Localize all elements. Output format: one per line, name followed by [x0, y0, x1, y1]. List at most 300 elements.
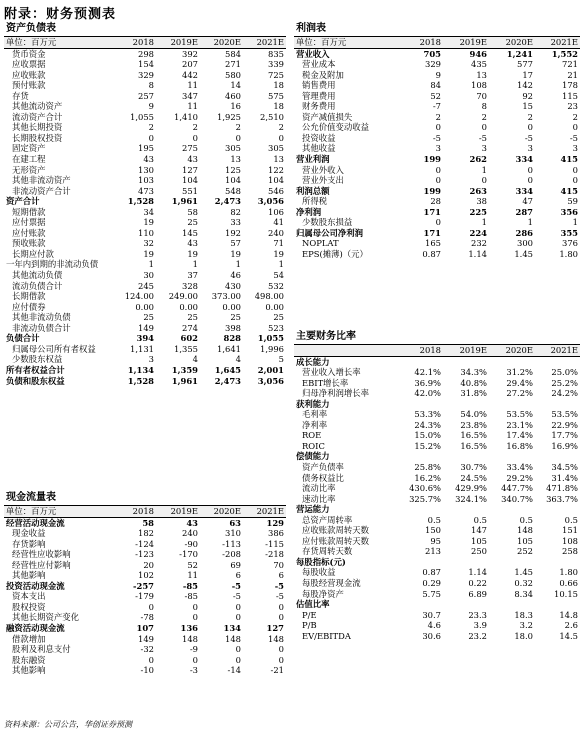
table-row — [4, 655, 286, 666]
cell-value — [489, 356, 535, 367]
cell-value: 523 — [268, 322, 284, 333]
cell-value: 31.4% — [551, 472, 578, 483]
table-row — [4, 302, 286, 313]
column-header: 2020E — [213, 506, 241, 516]
row-label: 每股净资产 — [302, 588, 344, 599]
table-row — [294, 196, 580, 207]
row-label: 成长能力 — [296, 356, 330, 367]
row-label: 资产合计 — [6, 196, 40, 207]
cell-value: 415 — [560, 154, 578, 165]
row-label: 营业收入 — [296, 48, 330, 59]
ratios-panel — [294, 330, 580, 641]
cell-value: 575 — [268, 90, 284, 101]
table-row — [294, 91, 580, 102]
cell-value: 602 — [180, 333, 198, 344]
cell-value: 31.8% — [460, 388, 487, 399]
table-row — [4, 634, 286, 645]
row-label: 经营性应收影响 — [12, 549, 71, 560]
cell-value: 551 — [182, 185, 198, 196]
table-row — [4, 143, 286, 154]
cell-value: 13 — [476, 69, 487, 80]
cell-value: 3 — [527, 143, 533, 154]
cell-value: -218 — [265, 549, 284, 560]
cell-value: 5.75 — [422, 588, 441, 599]
row-label: 存货周转天数 — [302, 546, 353, 557]
cell-value: 1 — [481, 164, 487, 175]
table-row — [4, 80, 286, 91]
income-title: 利润表 — [294, 22, 580, 37]
cell-value: 171 — [423, 206, 441, 217]
table-row — [294, 525, 580, 536]
cell-value: 110 — [138, 227, 154, 238]
row-label: 营运能力 — [296, 504, 330, 515]
table-row — [4, 644, 286, 655]
cell-value: 23.3 — [468, 609, 487, 620]
cell-value: 19 — [230, 248, 241, 259]
cell-value: 0.5 — [427, 514, 441, 525]
cell-value: 310 — [225, 528, 241, 539]
cell-value: 107 — [136, 623, 154, 634]
cell-value: 471.8% — [546, 483, 578, 494]
row-label: 归属母公司净利润 — [296, 227, 363, 238]
cell-value: 142 — [517, 80, 533, 91]
cell-value — [535, 557, 580, 568]
cell-value: 0 — [192, 601, 198, 612]
table-row — [294, 451, 580, 462]
row-label: ROE — [302, 430, 322, 441]
cell-value: 1 — [572, 217, 578, 228]
cell-value: 2 — [481, 111, 487, 122]
cell-value: 147 — [471, 525, 487, 536]
cell-value: 108 — [562, 535, 578, 546]
cell-value: 0.87 — [422, 567, 441, 578]
cell-value: 339 — [268, 59, 284, 70]
cell-value: 52 — [430, 90, 441, 101]
cell-value: 1,359 — [171, 364, 198, 375]
cell-value: 0 — [527, 164, 533, 175]
table-row — [294, 388, 580, 399]
cell-value: 13 — [273, 154, 284, 165]
table-row — [294, 378, 580, 389]
cell-value: 3 — [481, 143, 487, 154]
cell-value: 134 — [223, 623, 241, 634]
cell-value: 136 — [180, 623, 198, 634]
cell-value: 40.8% — [460, 377, 487, 388]
cell-value: 1,131 — [130, 343, 154, 354]
cell-value: 0 — [192, 654, 198, 665]
table-row — [4, 581, 286, 592]
cell-value: 37 — [187, 270, 198, 281]
table-row — [4, 238, 286, 249]
row-label: 在建工程 — [12, 154, 46, 165]
row-label: 营业利润 — [296, 154, 330, 165]
cell-value: 1.80 — [559, 248, 578, 259]
cell-value: 2 — [148, 122, 154, 133]
cell-value: 532 — [268, 280, 284, 291]
cell-value: 705 — [423, 48, 441, 59]
row-label: 每股经营现金流 — [302, 578, 361, 589]
cell-value: 245 — [138, 280, 154, 291]
row-label: 其他收益 — [302, 143, 336, 154]
cell-value — [398, 504, 443, 515]
cell-value: 429.9% — [455, 483, 487, 494]
cell-value: 1,925 — [217, 111, 241, 122]
cell-value: 0 — [278, 132, 284, 143]
cell-value: 329 — [425, 59, 441, 70]
row-label: 资产负债率 — [302, 462, 344, 473]
cell-value: 95 — [430, 535, 441, 546]
table-row — [294, 483, 580, 494]
cell-value: 0 — [235, 601, 241, 612]
row-label: 营业外支出 — [302, 175, 344, 186]
cell-value — [489, 557, 535, 568]
cell-value: 0 — [192, 612, 198, 623]
table-row — [294, 589, 580, 600]
cell-value: 0.29 — [422, 578, 441, 589]
table-row — [294, 165, 580, 176]
table-row — [4, 70, 286, 81]
cell-value: 127 — [266, 623, 284, 634]
cell-value: 430.6% — [409, 483, 441, 494]
cell-value: 28 — [430, 196, 441, 207]
cell-value: -124 — [135, 538, 154, 549]
cell-value: 305 — [225, 143, 241, 154]
table-header-row — [4, 506, 286, 517]
cell-value: 71 — [273, 238, 284, 249]
cell-value: 69 — [230, 559, 241, 570]
row-label: 财务费用 — [302, 101, 336, 112]
cashflow-title: 现金流量表 — [4, 491, 286, 506]
table-row — [294, 504, 580, 515]
cell-value: -170 — [179, 549, 198, 560]
row-label: 投资收益 — [302, 132, 336, 143]
cell-value: 224 — [469, 227, 487, 238]
row-label: 营业成本 — [302, 59, 336, 70]
table-row — [4, 186, 286, 197]
cell-value: 286 — [515, 227, 533, 238]
cell-value: 148 — [517, 525, 533, 536]
cell-value: 0.00 — [179, 301, 198, 312]
cell-value: 27.2% — [506, 388, 533, 399]
cell-value: 2 — [278, 122, 284, 133]
table-row — [4, 91, 286, 102]
cell-value: -32 — [140, 644, 154, 655]
income-panel — [294, 22, 580, 259]
table-row — [4, 59, 286, 70]
cell-value: 14 — [230, 80, 241, 91]
cell-value: 13 — [230, 154, 241, 165]
cell-value: 1,134 — [127, 364, 154, 375]
table-row — [4, 665, 286, 676]
cell-value: 149 — [138, 633, 154, 644]
table-row — [4, 376, 286, 387]
cell-value: 0 — [527, 122, 533, 133]
cell-value: 2,001 — [257, 364, 284, 375]
cell-value: 0 — [278, 612, 284, 623]
cell-value: 1.45 — [514, 567, 533, 578]
cell-value: 394 — [136, 333, 154, 344]
cell-value: 23.2 — [468, 630, 487, 641]
cell-value: 2,510 — [260, 111, 284, 122]
table-row — [4, 570, 286, 581]
column-header: 2021E — [550, 37, 578, 47]
cell-value: 0 — [572, 122, 578, 133]
cell-value: 25.8% — [414, 462, 441, 473]
cell-value: 8 — [481, 101, 487, 112]
cell-value: -9 — [189, 644, 198, 655]
row-label: 其他影响 — [12, 665, 46, 676]
table-row — [4, 217, 286, 228]
cell-value: 392 — [182, 48, 198, 59]
cell-value: -5 — [524, 132, 533, 143]
cell-value — [443, 504, 489, 515]
cell-value: 355 — [560, 227, 578, 238]
column-header: 2019E — [459, 37, 487, 47]
row-label: 其他影响 — [12, 570, 46, 581]
cell-value: 3 — [148, 354, 154, 365]
cell-value: 5 — [278, 354, 284, 365]
cell-value: 577 — [517, 59, 533, 70]
cell-value: 4 — [192, 354, 198, 365]
row-label: 非流动资产合计 — [12, 185, 71, 196]
cell-value: 1,355 — [174, 343, 198, 354]
row-label: 流动比率 — [302, 483, 336, 494]
row-label: 其他非流动资产 — [12, 175, 71, 186]
cell-value: 38 — [476, 196, 487, 207]
cell-value: 356 — [560, 206, 578, 217]
column-header: 2020E — [505, 345, 533, 355]
cell-value: 1.14 — [468, 248, 487, 259]
cell-value: -7 — [432, 101, 441, 112]
table-row — [294, 430, 580, 441]
cell-value: 0 — [235, 654, 241, 665]
row-label: 其他流动负债 — [12, 270, 63, 281]
cell-value: 19 — [273, 248, 284, 259]
cell-value: 92 — [522, 90, 533, 101]
table-row — [294, 249, 580, 260]
cell-value: 1,552 — [551, 48, 578, 59]
table-row — [294, 515, 580, 526]
cell-value: 24.5% — [460, 472, 487, 483]
cell-value: 192 — [225, 227, 241, 238]
cell-value: 2 — [192, 122, 198, 133]
row-label: NOPLAT — [302, 238, 339, 249]
row-label: 应付账款 — [12, 227, 46, 238]
row-label: 其他流动资产 — [12, 101, 63, 112]
cell-value: 15.2% — [414, 440, 441, 451]
cell-value: 22.9% — [551, 419, 578, 430]
cell-value: 329 — [138, 69, 154, 80]
cell-value: 33 — [230, 217, 241, 228]
column-header: 2018 — [132, 37, 154, 47]
cell-value: 207 — [182, 59, 198, 70]
cell-value — [443, 451, 489, 462]
cell-value — [398, 599, 443, 610]
cell-value: 0 — [435, 217, 441, 228]
cell-value: 340.7% — [501, 493, 533, 504]
row-label: 其他长期投资 — [12, 122, 63, 133]
cell-value: 0 — [527, 175, 533, 186]
cell-value: 53.3% — [414, 409, 441, 420]
table-row — [4, 154, 286, 165]
row-label: EPS(摊薄)（元） — [302, 248, 368, 259]
cell-value: 42.1% — [414, 367, 441, 378]
cell-value: 0 — [192, 132, 198, 143]
row-label: 归母净利润增长率 — [302, 388, 369, 399]
cell-value: 17.4% — [506, 430, 533, 441]
cell-value — [535, 504, 580, 515]
cell-value: 10.15 — [554, 588, 578, 599]
table-row — [4, 517, 286, 528]
row-label: 所有者权益合计 — [6, 364, 65, 375]
table-row — [4, 323, 286, 334]
cell-value: 52 — [187, 559, 198, 570]
table-row — [294, 536, 580, 547]
table-row — [294, 112, 580, 123]
cell-value: -78 — [140, 612, 154, 623]
cell-value: 442 — [182, 69, 198, 80]
column-header: 2019E — [170, 37, 198, 47]
cell-value: 546 — [268, 185, 284, 196]
cell-value: 41 — [273, 217, 284, 228]
table-row — [294, 631, 580, 642]
cell-value: 0.5 — [519, 514, 533, 525]
cell-value: 148 — [182, 633, 198, 644]
cell-value: -21 — [270, 665, 284, 676]
table-row — [294, 70, 580, 81]
column-header: 2021E — [256, 506, 284, 516]
cell-value: 63 — [229, 517, 241, 528]
cell-value: 54.0% — [460, 409, 487, 420]
table-row — [4, 344, 286, 355]
cell-value: 240 — [182, 528, 198, 539]
table-row — [294, 80, 580, 91]
row-label: 应付账款周转天数 — [302, 535, 369, 546]
row-label: 利润总额 — [296, 185, 330, 196]
table-row — [4, 281, 286, 292]
table-row — [294, 238, 580, 249]
cell-value: 324.1% — [455, 493, 487, 504]
cell-value: 300 — [517, 238, 533, 249]
cell-value: 25 — [187, 217, 198, 228]
unit-label — [294, 345, 398, 356]
cell-value — [398, 557, 443, 568]
cell-value: 32 — [143, 238, 154, 249]
row-label: 股权投资 — [12, 601, 46, 612]
cell-value: -5 — [275, 591, 284, 602]
cell-value: 182 — [138, 528, 154, 539]
cell-value: 19 — [143, 248, 154, 259]
cell-value: 2 — [527, 111, 533, 122]
cell-value: 0.00 — [265, 301, 284, 312]
row-label: 获利能力 — [296, 398, 330, 409]
cell-value: 57 — [230, 238, 241, 249]
row-label: 货币资金 — [12, 48, 46, 59]
cell-value — [535, 451, 580, 462]
cell-value: -5 — [231, 580, 241, 591]
cell-value — [489, 504, 535, 515]
cell-value: 127 — [182, 164, 198, 175]
cell-value: 0 — [235, 132, 241, 143]
table-row — [294, 59, 580, 70]
cell-value: 4.6 — [427, 620, 441, 631]
cell-value: 2,473 — [214, 196, 241, 207]
ratios-title: 主要财务比率 — [294, 330, 580, 345]
cell-value: 108 — [471, 80, 487, 91]
table-row — [4, 259, 286, 270]
row-label: 短期借款 — [12, 206, 46, 217]
row-label: 每股收益 — [302, 567, 336, 578]
column-header: 2019E — [459, 345, 487, 355]
table-row — [4, 207, 286, 218]
cell-value: 1 — [527, 217, 533, 228]
table-row — [294, 409, 580, 420]
cell-value: 24.2% — [551, 388, 578, 399]
cell-value: 11 — [187, 101, 198, 112]
cell-value: 0.32 — [514, 578, 533, 589]
cell-value: 8.34 — [514, 588, 533, 599]
row-label: 资本支出 — [12, 591, 46, 602]
cell-value: 1,055 — [257, 333, 284, 344]
cell-value: -5 — [478, 132, 487, 143]
cell-value: 54 — [273, 270, 284, 281]
table-row — [294, 578, 580, 589]
cell-value: 363.7% — [546, 493, 578, 504]
cell-value: 148 — [268, 633, 284, 644]
cell-value: 2 — [572, 111, 578, 122]
cell-value: 1,996 — [260, 343, 284, 354]
unit-label: 单位：百万元 — [296, 37, 347, 47]
table-row — [294, 175, 580, 186]
cell-value: -5 — [569, 132, 578, 143]
table-row — [4, 354, 286, 365]
row-label: 流动资产合计 — [12, 111, 63, 122]
column-header: 2020E — [213, 37, 241, 47]
cell-value: 122 — [268, 164, 284, 175]
cell-value: 18 — [273, 101, 284, 112]
cell-value: 0 — [235, 612, 241, 623]
cell-value: 104 — [182, 175, 198, 186]
cell-value: 30 — [143, 270, 154, 281]
cell-value: 33.4% — [506, 462, 533, 473]
row-label: 税金及附加 — [302, 69, 344, 80]
table-row — [294, 567, 580, 578]
cell-value: 1 — [481, 217, 487, 228]
cashflow-table — [4, 506, 286, 676]
table-header-row — [294, 37, 580, 48]
cell-value: 213 — [425, 546, 441, 557]
cell-value: 6 — [278, 570, 284, 581]
cell-value: 18 — [273, 80, 284, 91]
cell-value — [535, 356, 580, 367]
row-label: 偿债能力 — [296, 451, 330, 462]
table-row — [294, 122, 580, 133]
cell-value — [398, 356, 443, 367]
cell-value: 59 — [567, 196, 578, 207]
cell-value: 725 — [268, 69, 284, 80]
cell-value: 1 — [278, 259, 284, 270]
cell-value: 498.00 — [254, 291, 284, 302]
cell-value: 0 — [235, 644, 241, 655]
balance-sheet-panel — [4, 22, 286, 386]
cell-value: 0 — [148, 132, 154, 143]
cell-value: 25.2% — [551, 377, 578, 388]
table-row — [4, 101, 286, 112]
table-row — [4, 333, 286, 344]
cell-value: 0 — [435, 164, 441, 175]
cell-value: 2 — [435, 111, 441, 122]
cell-value: 0.00 — [135, 301, 154, 312]
